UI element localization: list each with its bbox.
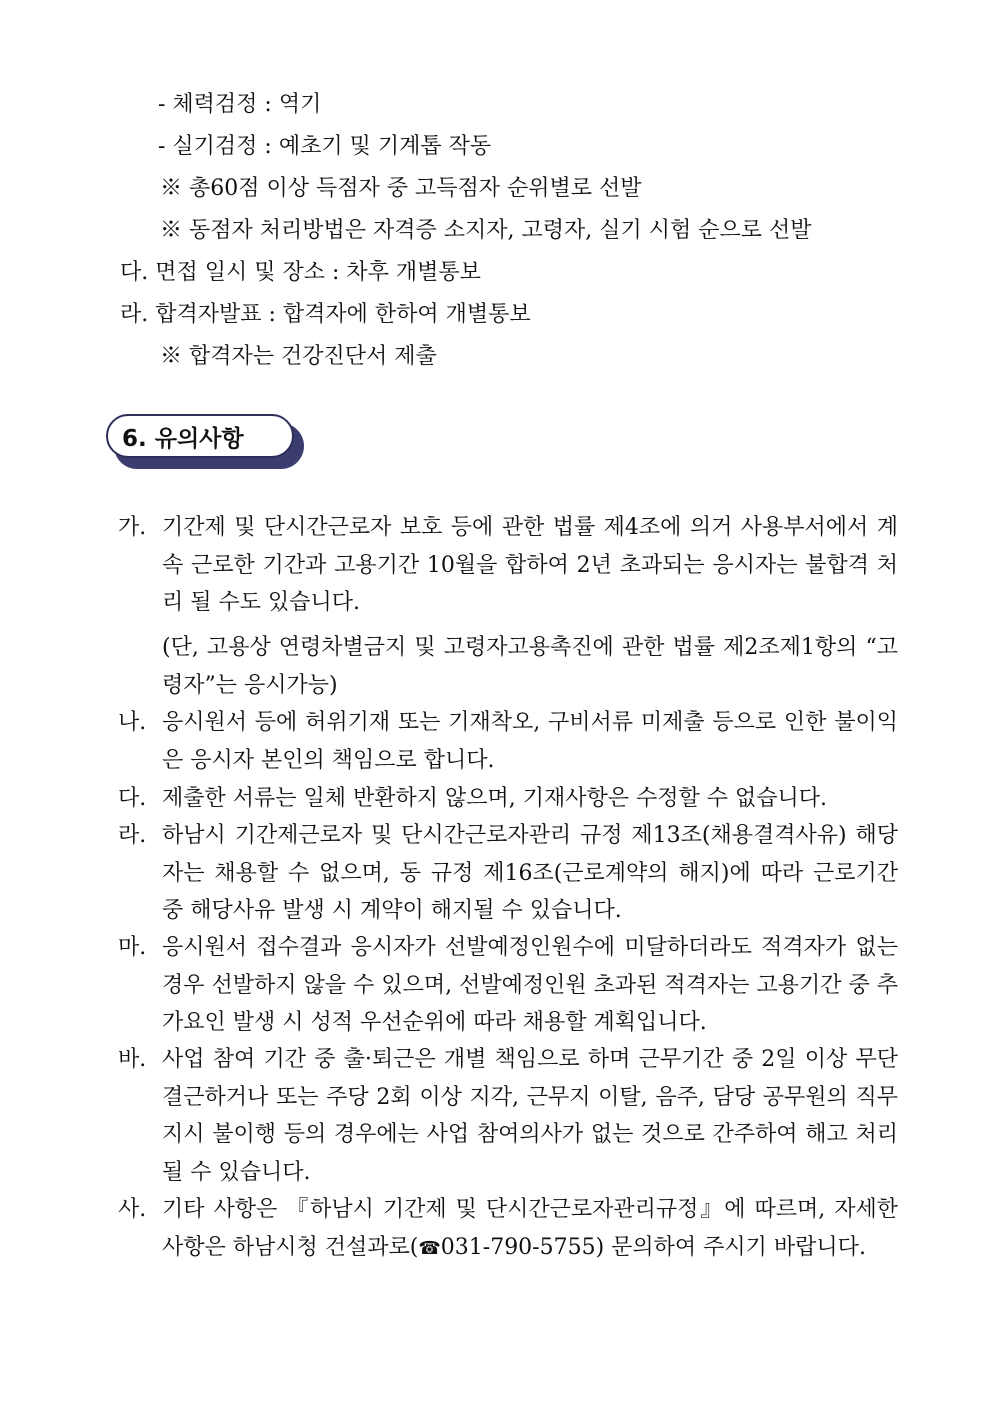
- notice-item-da: [118, 780, 898, 818]
- phone-icon: ☎: [418, 1237, 441, 1259]
- section-title: 6. 유의사항: [122, 425, 244, 452]
- item-text: 응시원서 접수결과 응시자가 선발예정인원수에 미달하더라도 적격자가 없는 경우 선발하지 않을 수 있으며, 선발예정인원 초과된 적격자는 고용기간 중 추가요인 발생 시 성적 우선순위에 따라 채용할 계획입니다.: [162, 935, 898, 1035]
- item-announcement: 라. 합격자발표 : 합격자에 한하여 개별통보: [120, 302, 531, 327]
- item-text-part-b: 031-790-5755) 문의하여 주시기 바랍니다.: [440, 1234, 866, 1260]
- item-label: 마.: [118, 935, 147, 960]
- item-label: 라.: [118, 823, 147, 848]
- item-label: 다.: [118, 786, 147, 811]
- notice-item-sa: [118, 1191, 898, 1267]
- notice-item-ra: [118, 817, 898, 930]
- item-text: 기간제 및 단시간근로자 보호 등에 관한 법률 제4조에 의거 사용부서에서 계속 근로한 기간과 고용기간 10월을 합하여 2년 초과되는 응시자는 불합격 처리 될 수도 있습니다.: [162, 515, 898, 615]
- item-text: 하남시 기간제근로자 및 단시간근로자관리 규정 제13조(채용결격사유) 해당자는 채용할 수 없으며, 동 규정 제16조(근로계약의 해지)에 따라 근로기간 중 해당사유 발생 시 계약이 해지될 수 있습니다.: [162, 823, 898, 923]
- note-selection: ※ 총60점 이상 득점자 중 고득점자 순위별로 선발: [160, 176, 642, 201]
- item-text: 응시원서 등에 허위기재 또는 기재착오, 구비서류 미제출 등으로 인한 불이익은 응시자 본인의 책임으로 합니다.: [162, 710, 898, 773]
- notice-item-ba: [118, 1041, 898, 1191]
- item-label: 가.: [118, 515, 147, 540]
- item-physical-test: - 체력검정 : 역기: [158, 92, 322, 117]
- notice-item-ma: [118, 929, 898, 1042]
- note-tie-break: ※ 동점자 처리방법은 자격증 소지자, 고령자, 실기 시험 순으로 선발: [160, 218, 812, 243]
- item-text: 제출한 서류는 일체 반환하지 않으며, 기재사항은 수정할 수 없습니다.: [162, 786, 827, 811]
- note-health-check: ※ 합격자는 건강진단서 제출: [160, 344, 437, 369]
- item-text: [162, 1191, 898, 1267]
- item-label: 나.: [118, 710, 147, 735]
- item-practical-test: - 실기검정 : 예초기 및 기계톱 작동: [158, 134, 492, 159]
- notice-item-na: [118, 704, 898, 779]
- item-label: 사.: [118, 1197, 147, 1222]
- section-header-badge: [106, 414, 294, 458]
- item-text: 사업 참여 기간 중 출·퇴근은 개별 책임으로 하며 근무기간 중 2일 이상 무단결근하거나 또는 주당 2회 이상 지각, 근무지 이탈, 음주, 담당 공무원의 직무지시 불이행 등의 경우에는 사업 참여의사가 없는 것으로 간주하여 해고 처리될 수 있습니다.: [162, 1047, 898, 1185]
- notice-parenthetical: (단, 고용상 연령차별금지 및 고령자고용촉진에 관한 법률 제2조제1항의 “고령자”는 응시가능): [162, 635, 898, 698]
- item-interview: 다. 면접 일시 및 장소 : 차후 개별통보: [120, 260, 481, 285]
- item-text-part-a: 기타 사항은 『하남시 기간제 및 단시간근로자관리규정』에 따르며, 자세한 사항은 하남시청 건설과로(: [162, 1197, 898, 1260]
- notice-item-ga: [118, 509, 898, 622]
- item-label: 바.: [118, 1047, 147, 1072]
